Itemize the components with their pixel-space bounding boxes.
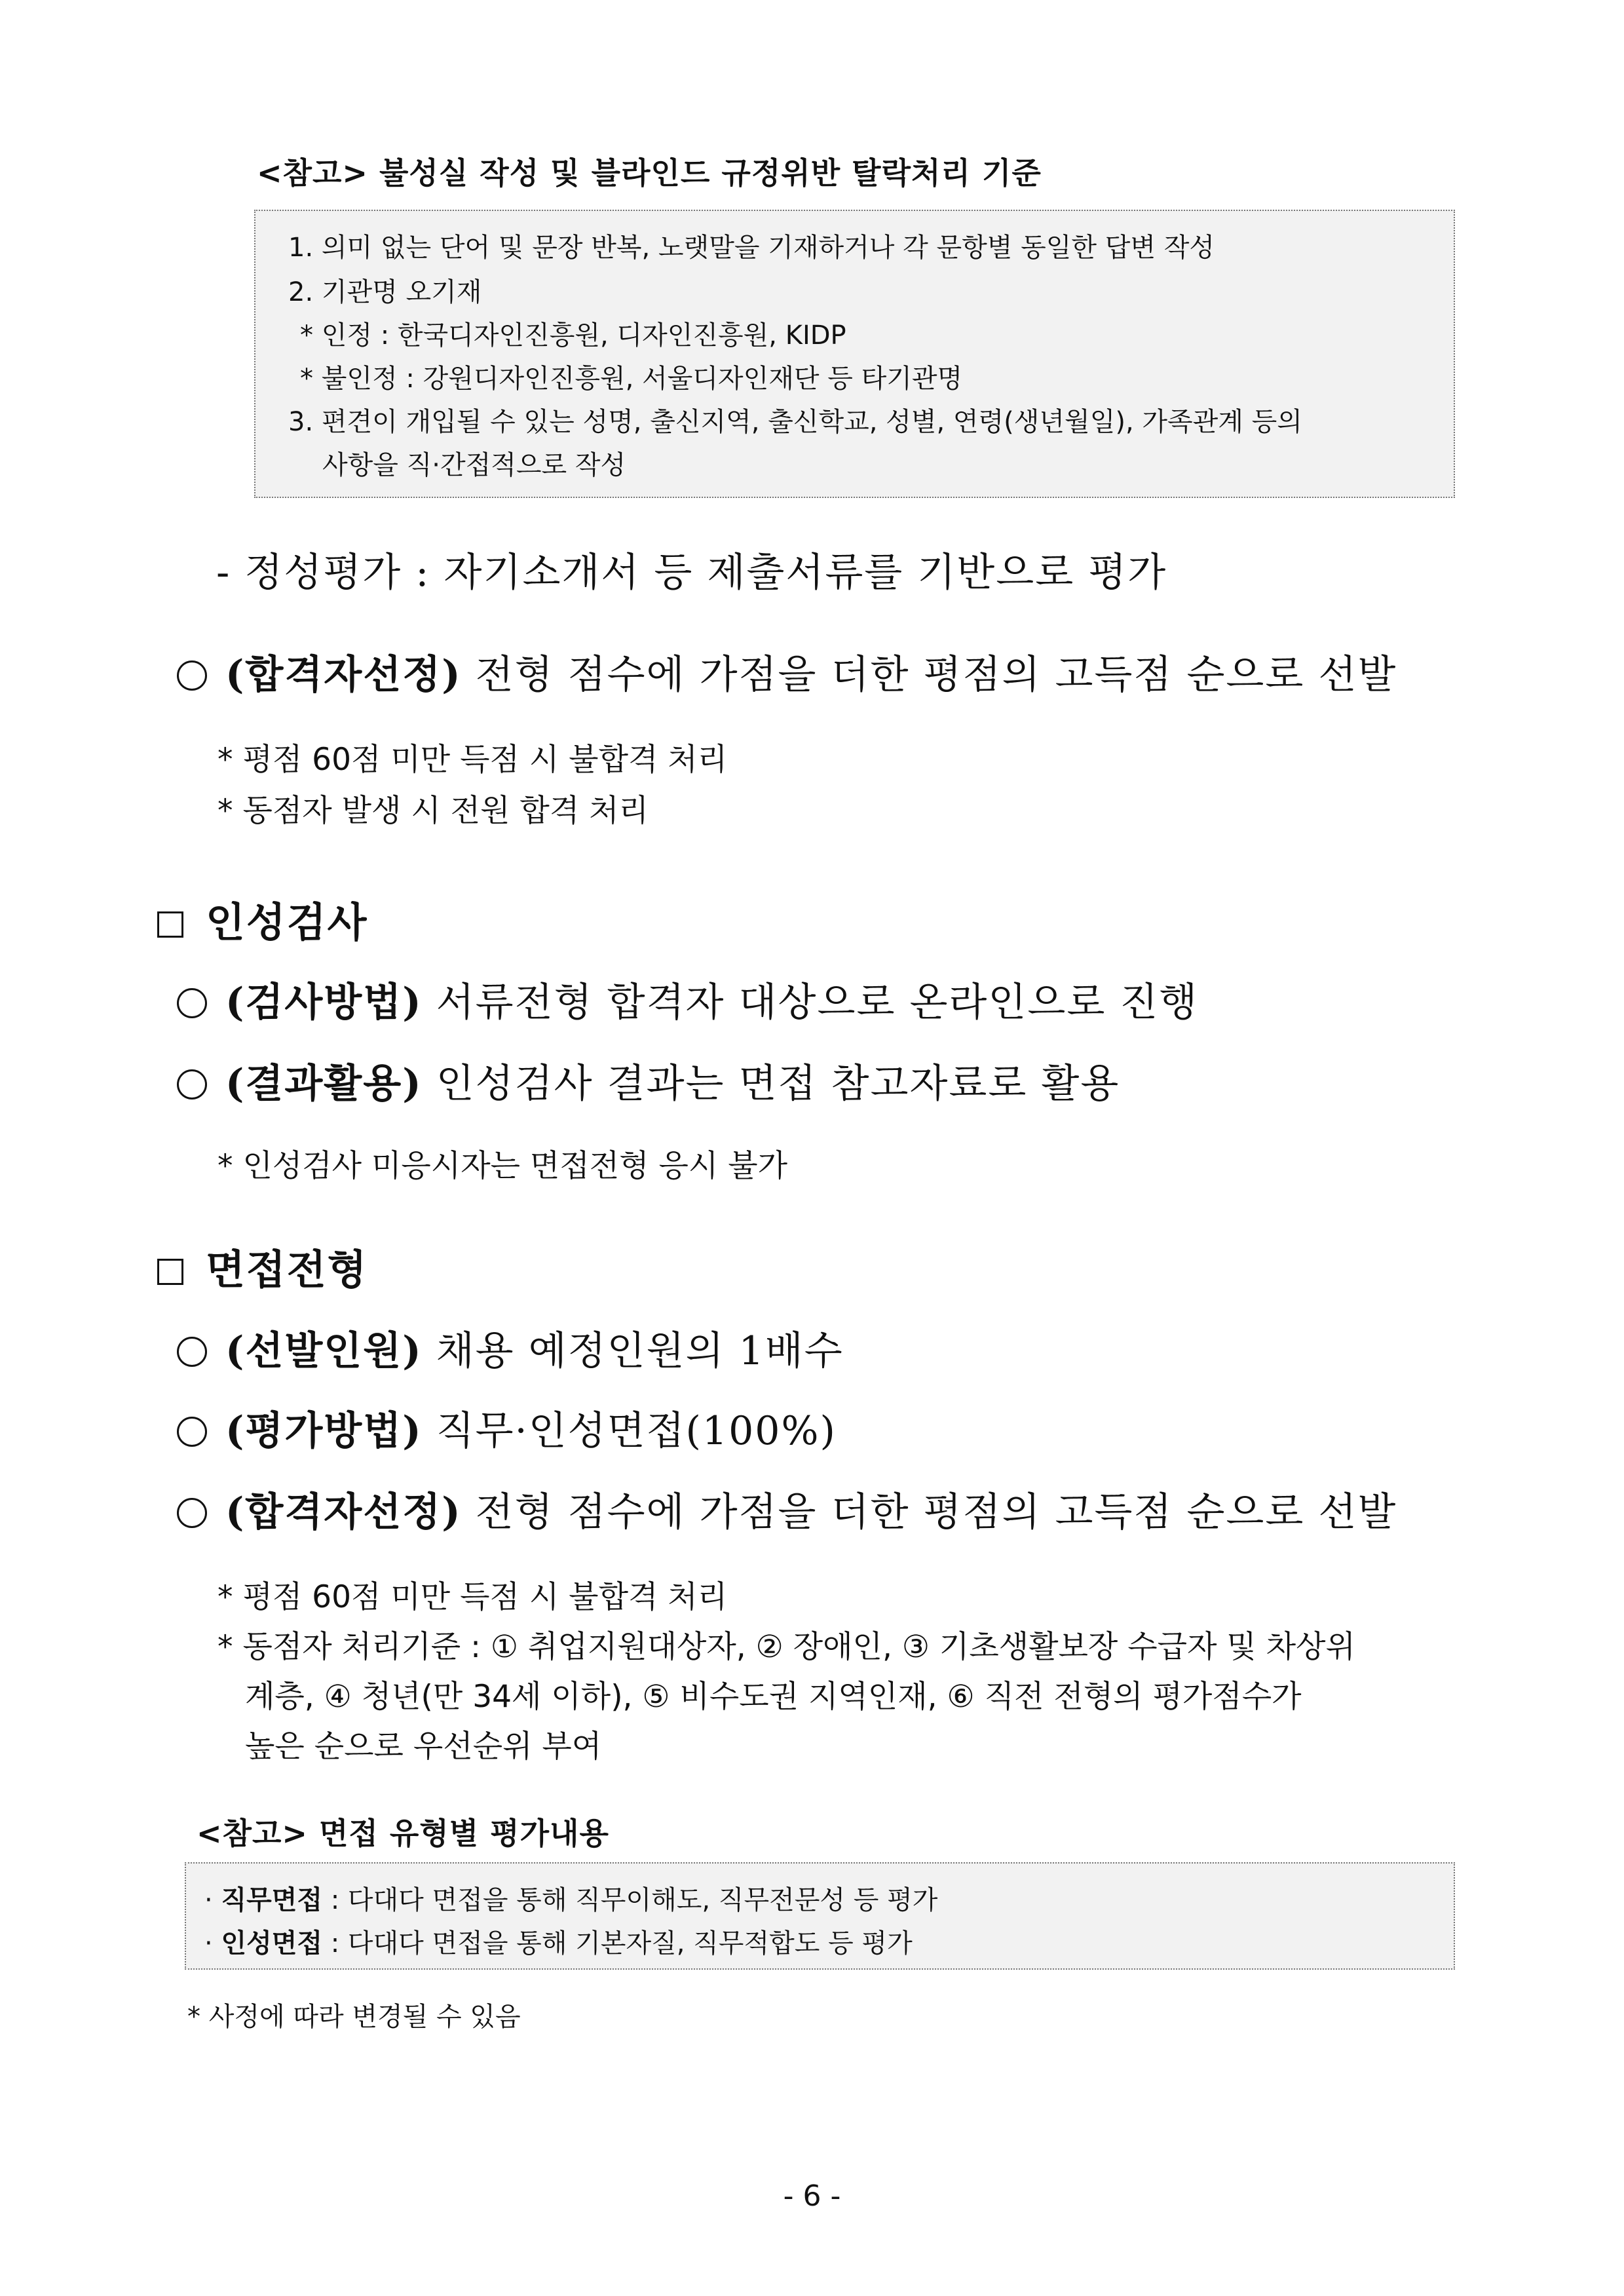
selection-note-2: * 동점자 발생 시 전원 합격 처리	[217, 793, 649, 829]
square-bullet-icon	[157, 911, 183, 938]
criteria-item-2: 2. 기관명 오기재	[288, 277, 482, 307]
section-personality-test: 인성검사	[157, 890, 368, 948]
headcount: (선발인원) 채용 예정인원의 1배수	[177, 1320, 844, 1376]
interview-note-1: * 평점 60점 미만 득점 시 불합격 처리	[217, 1579, 728, 1615]
personality-note: * 인성검사 미응시자는 면접전형 응시 불가	[217, 1148, 788, 1184]
criteria-accepted: * 인정 : 한국디자인진흥원, 디자인진흥원, KIDP	[300, 320, 846, 351]
reference-title: <참고> 불성실 작성 및 블라인드 규정위반 탈락처리 기준	[257, 155, 1042, 191]
selection-criteria-1	[177, 643, 1397, 700]
interview-reference-box	[185, 1862, 1455, 1970]
criteria-item-1: 1. 의미 없는 단어 및 문장 반복, 노랫말을 기재하거나 각 문항별 동일한 답변 작성	[288, 233, 1215, 263]
page-number: - 6 -	[783, 2179, 841, 2213]
selection-text: 전형 점수에 가점을 더한 평점의 고득점 순으로 선발	[461, 652, 1397, 698]
qualitative-evaluation: - 정성평가 : 자기소개서 등 제출서류를 기반으로 평가	[216, 550, 1167, 596]
selection-label: (합격자선정)	[225, 652, 462, 698]
tie-break-criteria-cont2: 높은 순으로 우선순위 부여	[245, 1729, 602, 1765]
evaluation-method: (평가방법) 직무·인성면접(100%)	[177, 1400, 837, 1456]
footnote: * 사정에 따라 변경될 수 있음	[187, 2002, 521, 2032]
section-interview: 면접전형	[157, 1237, 368, 1295]
circle-bullet-icon	[177, 1498, 207, 1528]
result-usage: (결과활용) 인성검사 결과는 면접 참고자료로 활용	[177, 1052, 1120, 1109]
personality-interview-item: · 인성면접 : 다대다 면접을 통해 기본자질, 직무적합도 등 평가	[204, 1928, 913, 1959]
criteria-item-3-cont: 사항을 직·간접적으로 작성	[322, 450, 626, 480]
circle-bullet-icon	[177, 988, 207, 1018]
interview-reference-title: <참고> 면접 유형별 평가내용	[197, 1816, 609, 1851]
circle-bullet-icon	[177, 660, 207, 691]
test-method: (검사방법) 서류전형 합격자 대상으로 온라인으로 진행	[177, 971, 1198, 1027]
criteria-rejected: * 불인정 : 강원디자인진흥원, 서울디자인재단 등 타기관명	[300, 364, 963, 394]
selection-criteria-2: (합격자선정) 전형 점수에 가점을 더한 평점의 고득점 순으로 선발	[177, 1481, 1397, 1537]
circle-bullet-icon	[177, 1069, 207, 1100]
selection-note-1: * 평점 60점 미만 득점 시 불합격 처리	[217, 742, 728, 778]
tie-break-criteria: * 동점자 처리기준 : ① 취업지원대상자, ② 장애인, ③ 기초생활보장 수급자 및 차상위	[217, 1629, 1355, 1665]
criteria-item-3: 3. 편견이 개입될 수 있는 성명, 출신지역, 출신학교, 성별, 연령(생년월일), 가족관계 등의	[288, 407, 1302, 437]
square-bullet-icon	[157, 1259, 183, 1285]
tie-break-criteria-cont1: 계층, ④ 청년(만 34세 이하), ⑤ 비수도권 지역인재, ⑥ 직전 전형의 평가점수가	[245, 1679, 1302, 1715]
circle-bullet-icon	[177, 1417, 207, 1447]
reference-box	[254, 210, 1455, 498]
circle-bullet-icon	[177, 1337, 207, 1367]
job-interview-item: · 직무면접 : 다대다 면접을 통해 직무이해도, 직무전문성 등 평가	[204, 1885, 938, 1915]
